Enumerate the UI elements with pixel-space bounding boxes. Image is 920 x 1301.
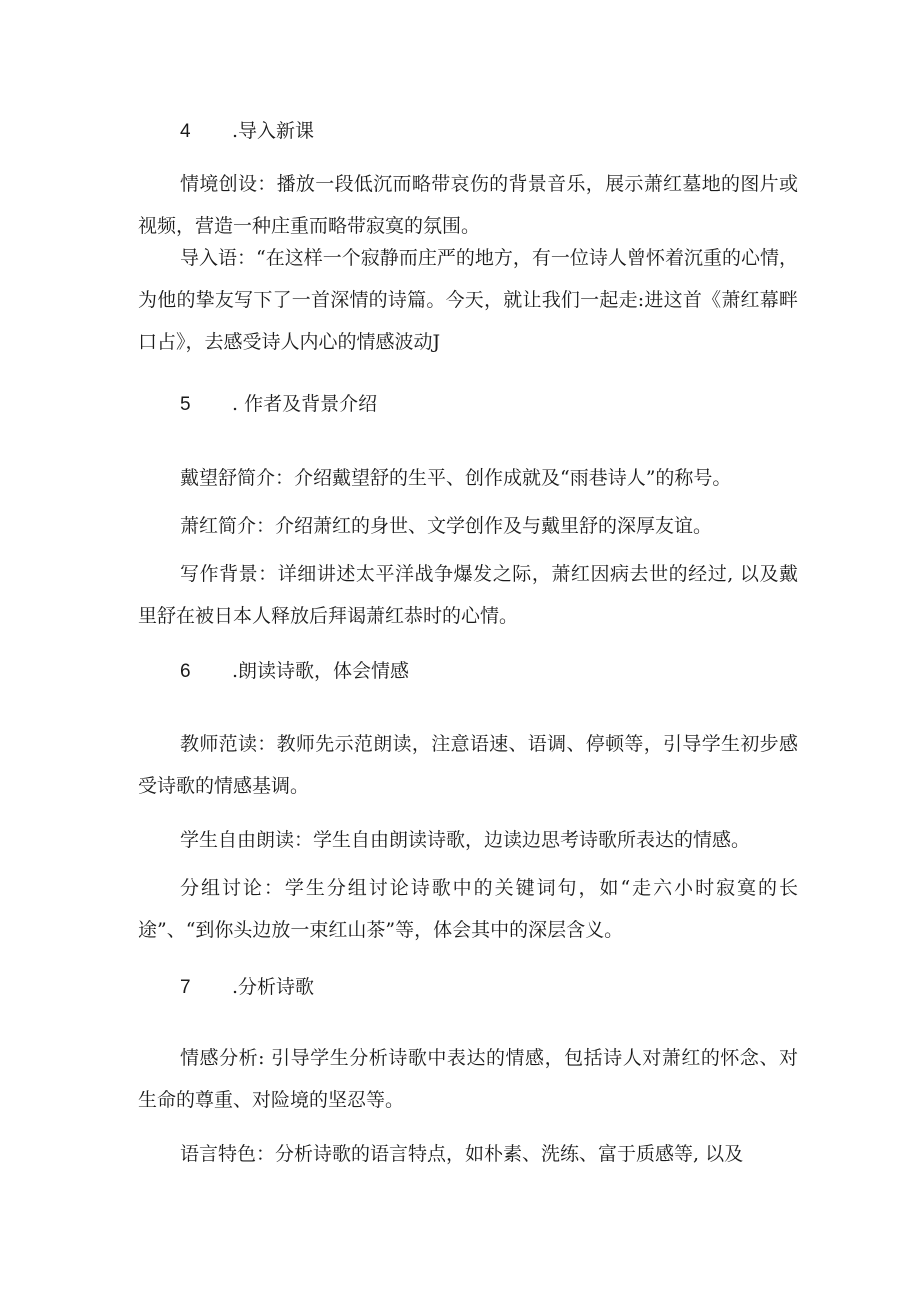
paragraph-language-features: 语言特色：分析诗歌的语言特点，如朴素、洗练、富于质感等, 以及 (180, 1143, 744, 1165)
paragraph-intro-speech: 导入语：“在这样一个寂静而庄严的地方，有一位诗人曾怀着沉重的心情，为他的挚友写下了一首深情的诗篇。今天，就让我们一起走:进这首《萧红幕畔口占》，去感受诗人内心的情感波动J (138, 247, 798, 353)
section-heading-6 (180, 659, 409, 684)
paragraph-scenario: 情境创设：播放一段低沉而略带哀伤的背景音乐，展示萧红墓地的图片或视频，营造一种庄重而略带寂寞的氛围。 (138, 173, 798, 237)
paragraph-background: 写作背景：详细讲述太平洋战争爆发之际，萧红因病去世的经过, 以及戴里舒在被日本人释放后拜谒萧红恭时的心情。 (138, 563, 798, 627)
section-title: .分析诗歌 (232, 976, 315, 998)
section-number: 4 (180, 121, 191, 142)
section-number: 5 (180, 394, 191, 415)
section-heading-5 (180, 392, 377, 417)
paragraph-emotion-analysis: 情感分析: 引导学生分析诗歌中表达的情感，包括诗人对萧红的怀念、对生命的尊重、对险境的坚忍等。 (138, 1047, 798, 1111)
paragraph-teacher-reading: 教师范读：教师先示范朗读，注意语速、语调、停顿等，引导学生初步感受诗歌的情感基调。 (138, 733, 798, 797)
section-title: .朗读诗歌，体会情感 (232, 660, 410, 682)
section-number: 6 (180, 661, 191, 682)
section-heading-7 (180, 975, 314, 1000)
section-title: .导入新课 (232, 120, 315, 142)
paragraph-author-intro: 戴望舒简介：介绍戴望舒的生平、创作成就及“雨巷诗人”的称号。 (180, 467, 732, 489)
section-number: 7 (180, 977, 191, 998)
paragraph-student-reading: 学生自由朗读：学生自由朗读诗歌，边读边思考诗歌所表达的情感。 (180, 829, 751, 851)
paragraph-xiaohong-intro: 萧红简介：介绍萧红的身世、文学创作及与戴里舒的深厚友谊。 (180, 515, 713, 537)
section-heading-4 (180, 119, 314, 144)
section-title: . 作者及背景介绍 (232, 393, 378, 415)
paragraph-group-discussion: 分组讨论：学生分组讨论诗歌中的关键词句，如“走六小时寂寞的长途”、“到你头边放一束红山茶”等，体会其中的深层含义。 (138, 877, 798, 941)
